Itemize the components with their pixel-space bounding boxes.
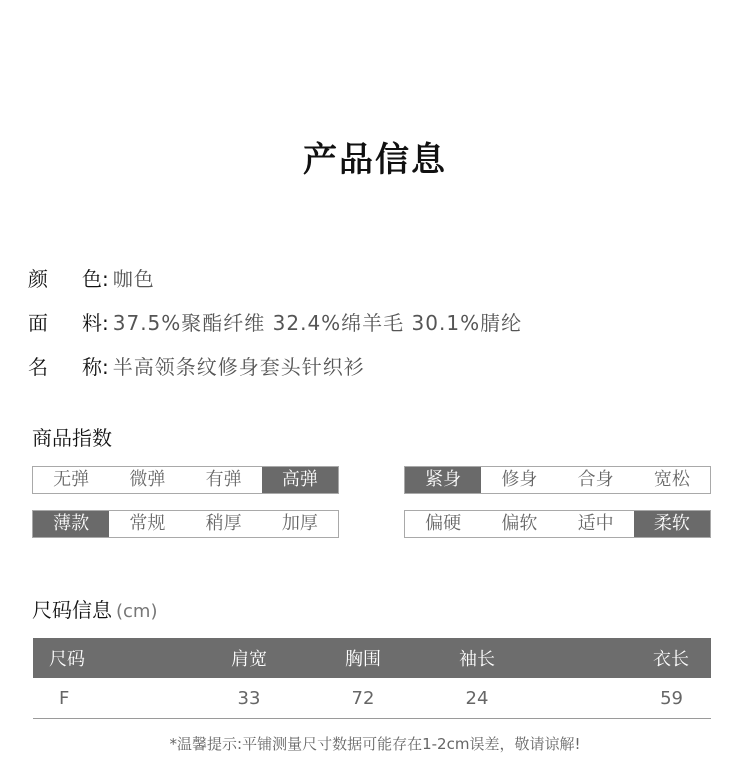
- info-value: 咖色: [112, 267, 155, 291]
- index-option: 有弹: [205, 469, 242, 490]
- size-table-header: 衣长: [534, 638, 711, 678]
- info-value: 半高领条纹修身套头针织衫: [112, 355, 365, 379]
- info-label-1: 颜: [28, 267, 48, 291]
- index-option: 高弹: [262, 467, 338, 493]
- info-row-color: [28, 266, 155, 292]
- index-group-elasticity: [32, 466, 339, 494]
- index-option: 偏软: [501, 513, 538, 534]
- info-label-1: 名: [28, 355, 48, 379]
- measurement-tip: *温馨提示:平铺测量尺寸数据可能存在1-2cm误差，敬请谅解!: [169, 735, 581, 753]
- index-group-softness: [404, 510, 711, 538]
- info-value: 37.5%聚酯纤维 32.4%绵羊毛 30.1%腈纶: [112, 311, 523, 335]
- index-option: 紧身: [405, 467, 481, 493]
- index-section-title: 商品指数: [32, 426, 112, 450]
- index-option: 偏硬: [425, 513, 462, 534]
- size-table-header: 肩宽: [192, 638, 306, 678]
- info-label-2: 料:: [82, 311, 109, 335]
- index-option: 常规: [129, 513, 166, 534]
- size-table-header-row: [33, 638, 711, 678]
- page-title: 产品信息: [303, 140, 447, 180]
- table-cell: 59: [534, 678, 711, 719]
- index-group-fit: [404, 466, 711, 494]
- table-cell: 33: [192, 678, 306, 719]
- index-group-thickness: [32, 510, 339, 538]
- index-option: 加厚: [281, 513, 318, 534]
- size-table-header: 胸围: [306, 638, 420, 678]
- index-option: 无弹: [53, 469, 90, 490]
- index-option: 微弹: [129, 469, 166, 490]
- index-option: 合身: [577, 469, 614, 490]
- index-option: 修身: [501, 469, 538, 490]
- table-row: [33, 678, 711, 719]
- info-label-1: 面: [28, 311, 48, 335]
- info-row-name: [28, 354, 365, 380]
- info-row-material: [28, 310, 522, 336]
- info-label-2: 称:: [82, 355, 109, 379]
- size-title-text: 尺码信息: [32, 598, 112, 622]
- index-option: 柔软: [634, 511, 710, 537]
- size-section-title: [32, 594, 157, 623]
- size-table: [33, 638, 711, 719]
- index-option: 适中: [577, 513, 614, 534]
- index-option: 宽松: [653, 469, 690, 490]
- table-cell: 72: [306, 678, 420, 719]
- table-cell: F: [33, 678, 192, 719]
- size-table-header: 袖长: [420, 638, 534, 678]
- size-table-header: 尺码: [33, 638, 192, 678]
- index-option: 薄款: [33, 511, 109, 537]
- index-option: 稍厚: [205, 513, 242, 534]
- size-unit: (cm): [116, 601, 158, 622]
- table-cell: 24: [420, 678, 534, 719]
- size-table-body: [33, 678, 711, 719]
- info-label-2: 色:: [82, 267, 109, 291]
